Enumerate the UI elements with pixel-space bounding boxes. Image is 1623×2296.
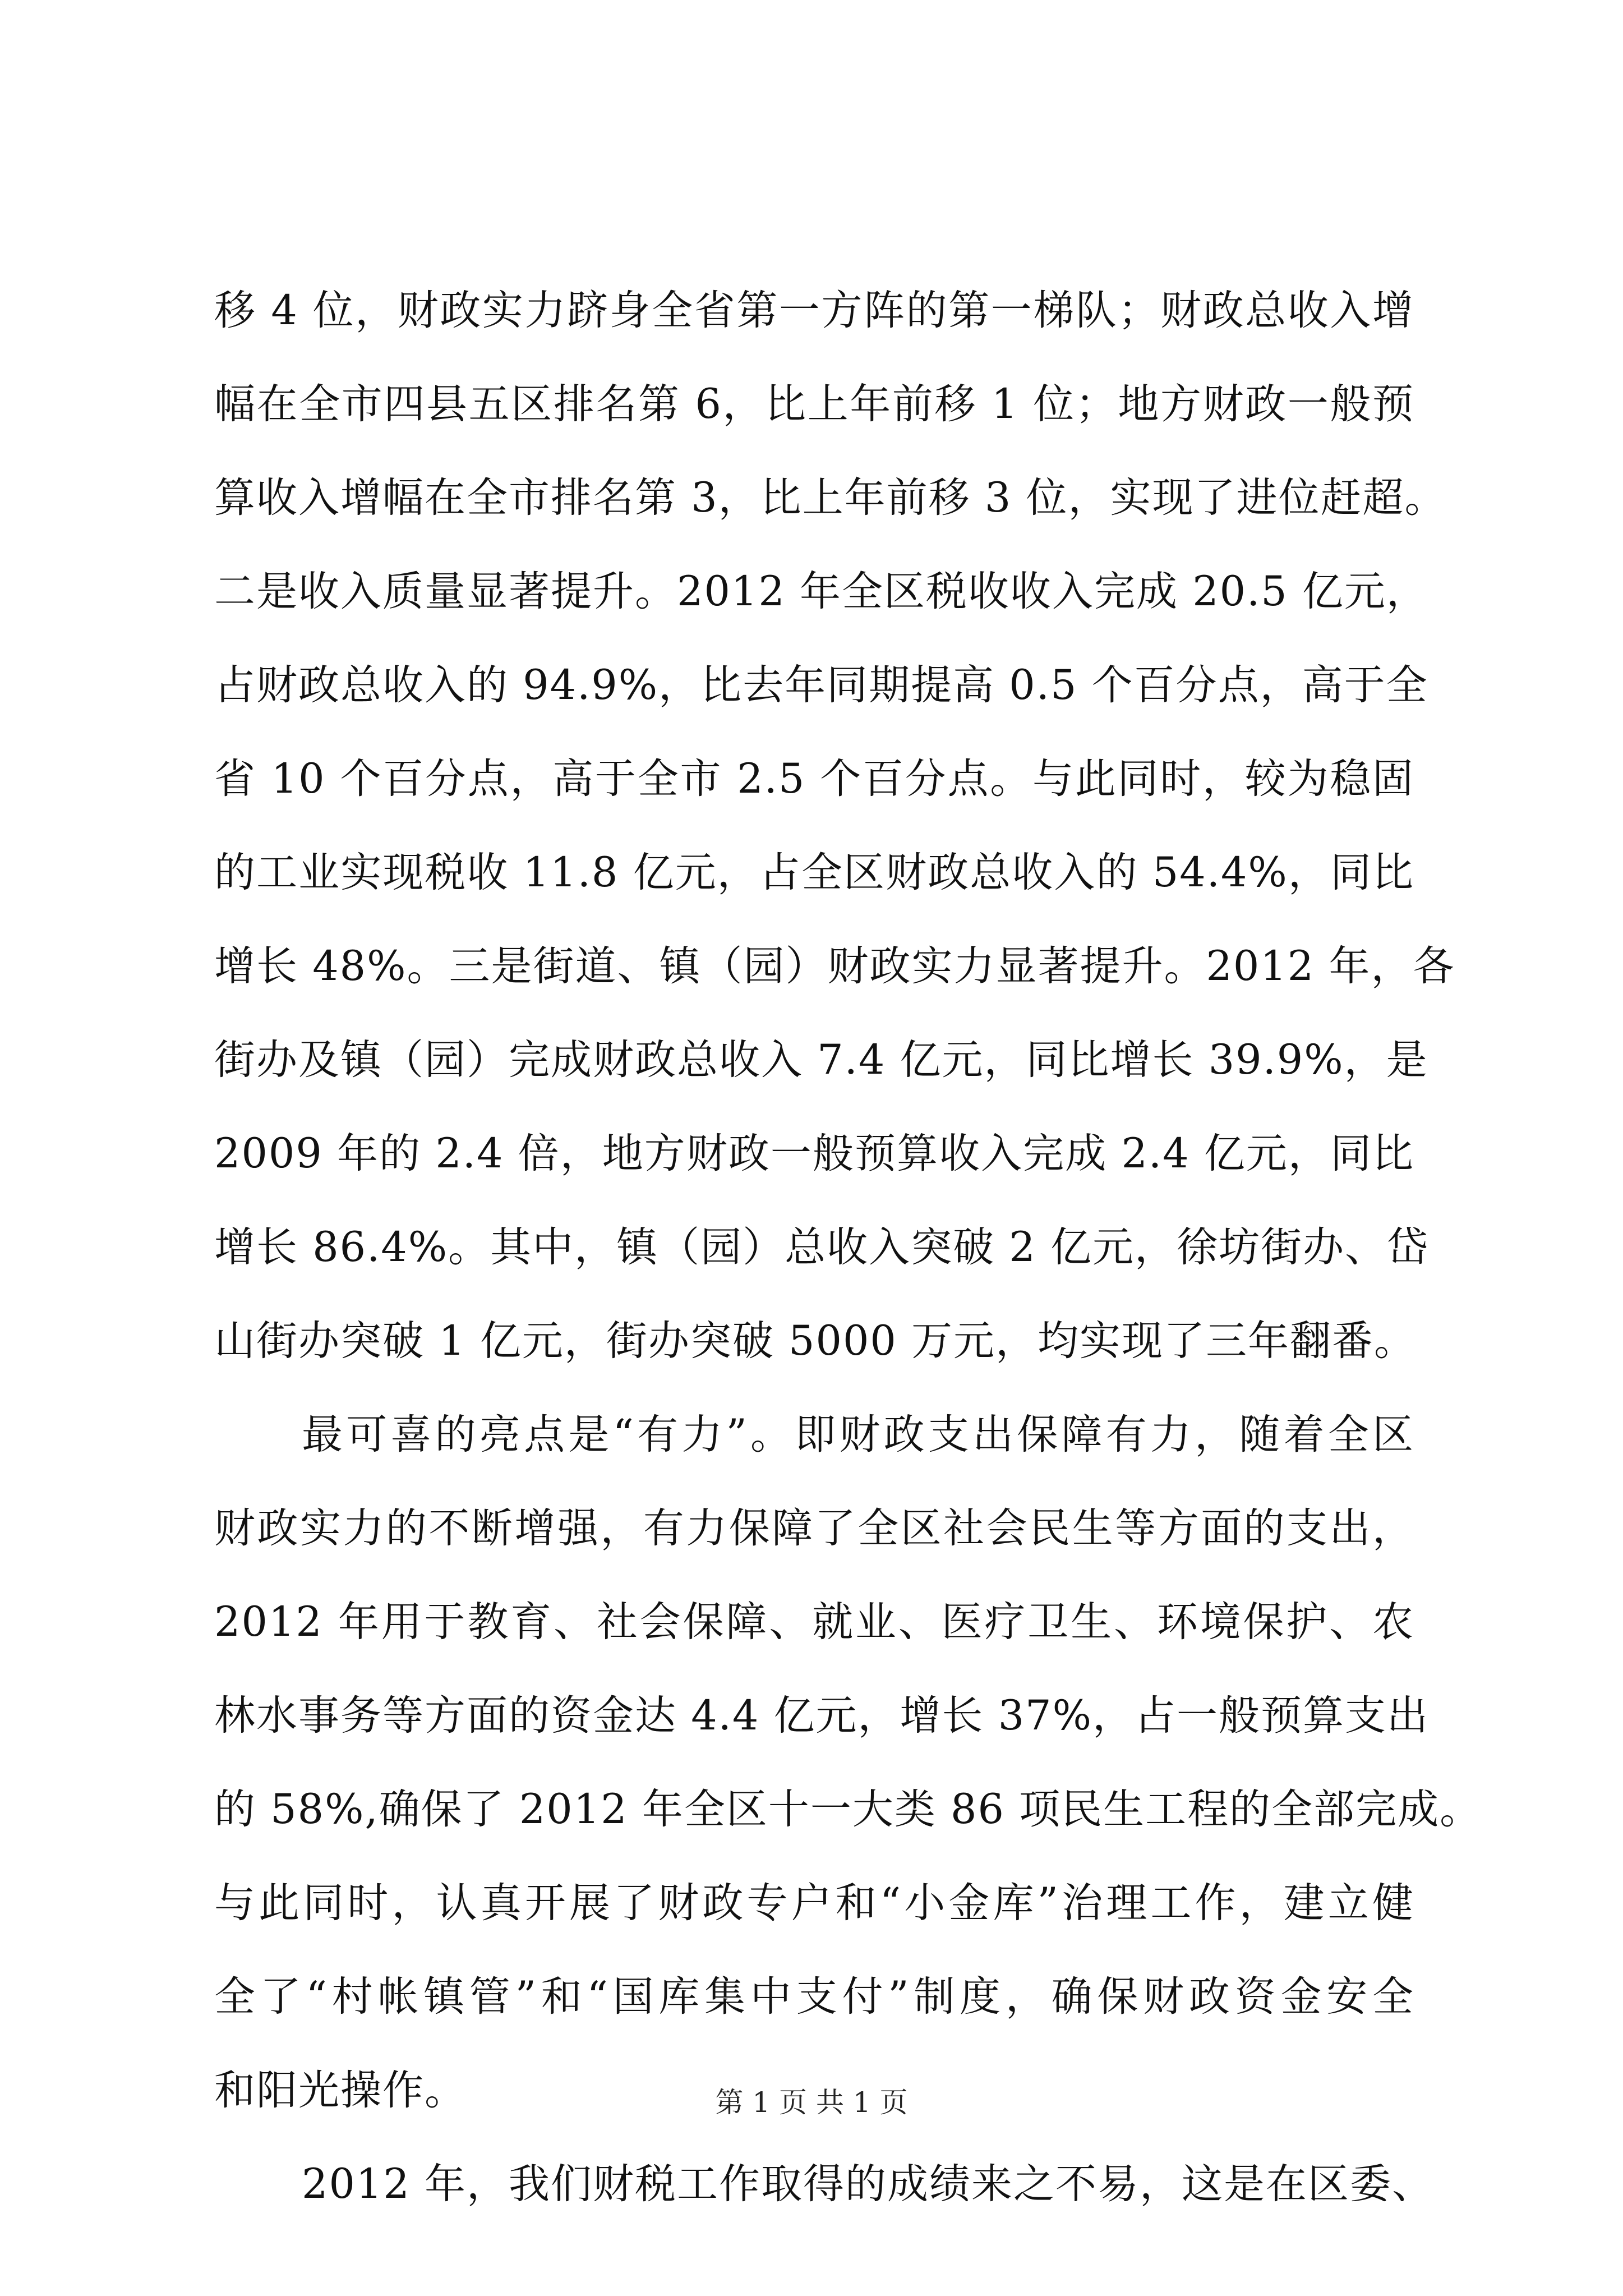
text-line: 2012 年用于教育、社会保障、就业、医疗卫生、环境保护、农 bbox=[214, 1598, 1414, 1646]
text-line: 全了“村帐镇管”和“国库集中支付”制度，确保财政资金安全 bbox=[214, 1973, 1414, 2021]
text-line: 占财政总收入的 94.9%，比去年同期提高 0.5 个百分点，高于全 bbox=[214, 661, 1428, 709]
paragraph-3 bbox=[214, 2137, 1434, 2231]
text-line: 财政实力的不断增强，有力保障了全区社会民生等方面的支出， bbox=[214, 1504, 1414, 1552]
paragraph-1 bbox=[214, 264, 1455, 1388]
text-line: 省 10 个百分点，高于全市 2.5 个百分点。与此同时，较为稳固 bbox=[214, 755, 1414, 803]
text-line: 2009 年的 2.4 倍，地方财政一般预算收入完成 2.4 亿元，同比 bbox=[214, 1130, 1414, 1177]
text-line: 和阳光操作。 bbox=[214, 2067, 467, 2114]
paragraph-2 bbox=[214, 1388, 1482, 2137]
text-line: 林水事务等方面的资金达 4.4 亿元，增长 37%，占一般预算支出 bbox=[214, 1692, 1429, 1740]
text-line: 移 4 位，财政实力跻身全省第一方阵的第一梯队；财政总收入增 bbox=[214, 287, 1414, 334]
document-body bbox=[214, 264, 1482, 2231]
text-line: 算收入增幅在全市排名第 3，比上年前移 3 位，实现了进位赶超。 bbox=[214, 474, 1447, 522]
text-line: 增长 48%。三是街道、镇（园）财政实力显著提升。2012 年，各 bbox=[214, 942, 1455, 990]
text-line: 幅在全市四县五区排名第 6，比上年前移 1 位；地方财政一般预 bbox=[214, 380, 1414, 428]
text-line: 二是收入质量显著提升。2012 年全区税收收入完成 20.5 亿元， bbox=[214, 568, 1428, 615]
text-line: 最可喜的亮点是“有力”。即财政支出保障有力，随着全区 bbox=[302, 1411, 1414, 1458]
text-line: 山街办突破 1 亿元，街办突破 5000 万元，均实现了三年翻番。 bbox=[214, 1317, 1417, 1365]
text-line: 2012 年，我们财税工作取得的成绩来之不易，这是在区委、 bbox=[302, 2160, 1434, 2208]
text-line: 增长 86.4%。其中，镇（园）总收入突破 2 亿元，徐坊街办、岱 bbox=[214, 1223, 1429, 1271]
page-footer: 第 1 页 共 1 页 bbox=[715, 2086, 908, 2119]
text-line: 与此同时，认真开展了财政专户和“小金库”治理工作，建立健 bbox=[214, 1879, 1414, 1927]
text-line: 的工业实现税收 11.8 亿元，占全区财政总收入的 54.4%，同比 bbox=[214, 849, 1414, 896]
text-line: 的 58%,确保了 2012 年全区十一大类 86 项民生工程的全部完成。 bbox=[214, 1786, 1482, 1833]
text-line: 街办及镇（园）完成财政总收入 7.4 亿元，同比增长 39.9%，是 bbox=[214, 1036, 1428, 1084]
